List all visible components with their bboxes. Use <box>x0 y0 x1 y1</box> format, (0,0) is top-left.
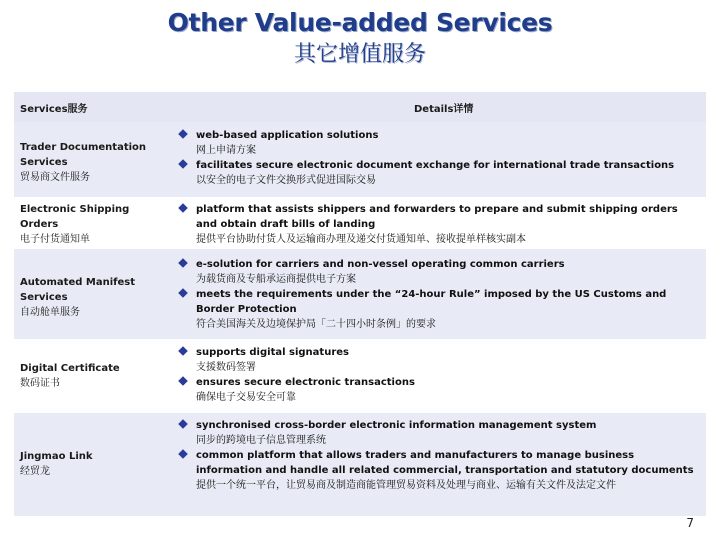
service-name-zh: 数码证书 <box>20 378 60 389</box>
table-row <box>14 122 706 197</box>
services-table <box>14 92 706 516</box>
service-cell <box>20 275 170 320</box>
details-cell <box>170 345 700 405</box>
details-cell <box>170 257 700 332</box>
header-details: Details详情 <box>414 104 474 115</box>
detail-zh: 网上申请方案 <box>196 145 256 156</box>
diamond-bullet-icon <box>178 346 188 356</box>
title-chinese: 其它增值服务 <box>293 42 426 67</box>
detail-zh: 提供一个统一平台，让贸易商及制造商能管理贸易资料及处理与商业、运输有关文件及法定文件 <box>196 480 616 491</box>
detail-zh: 提供平台协助付货人及运输商办理及递交付货通知单、接收提单样核实副本 <box>196 234 526 245</box>
service-name-zh: 贸易商文件服务 <box>20 172 90 183</box>
detail-zh: 确保电子交易安全可靠 <box>196 392 296 403</box>
diamond-bullet-icon <box>178 376 188 386</box>
service-cell <box>20 449 170 479</box>
diamond-bullet-icon <box>178 419 188 429</box>
diamond-bullet-icon <box>178 258 188 268</box>
service-name-en: Jingmao Link <box>20 451 93 462</box>
table-row <box>14 339 706 413</box>
diamond-bullet-icon <box>178 288 188 298</box>
details-cell <box>170 202 700 247</box>
service-cell <box>20 202 170 247</box>
detail-en: common platform that allows traders and manufacturers to manage business information and handle all related commercial, transportation and statutory documents <box>196 450 694 476</box>
details-cell <box>170 128 700 188</box>
diamond-bullet-icon <box>178 203 188 213</box>
detail-item <box>170 418 700 448</box>
service-name-zh: 经贸龙 <box>20 466 50 477</box>
details-cell <box>170 418 700 493</box>
slide-title <box>0 6 720 69</box>
detail-en: platform that assists shippers and forwarders to prepare and submit shipping orders and obtain draft bills of landing <box>196 204 678 230</box>
detail-item <box>170 287 700 332</box>
service-name-zh: 自动舱单服务 <box>20 307 80 318</box>
table-row <box>14 413 706 516</box>
table-row <box>14 249 706 339</box>
page-number: 7 <box>686 516 694 530</box>
detail-zh: 支援数码签署 <box>196 362 256 373</box>
diamond-bullet-icon <box>178 129 188 139</box>
table-header <box>14 92 706 122</box>
detail-item <box>170 128 700 158</box>
detail-en: facilitates secure electronic document exchange for international trade transactions <box>196 160 675 171</box>
detail-item <box>170 448 700 493</box>
detail-item <box>170 345 700 375</box>
title-english: Other Value-added Services <box>167 8 553 37</box>
service-cell <box>20 361 170 391</box>
service-name-en: Digital Certificate <box>20 363 120 374</box>
detail-zh: 为载货商及专船承运商提供电子方案 <box>196 274 356 285</box>
detail-en: web-based application solutions <box>196 130 379 141</box>
detail-zh: 以安全的电子文件交换形式促进国际交易 <box>196 175 376 186</box>
service-name-en: Automated Manifest Services <box>20 277 135 303</box>
diamond-bullet-icon <box>178 159 188 169</box>
detail-en: supports digital signatures <box>196 347 349 358</box>
diamond-bullet-icon <box>178 449 188 459</box>
detail-en: ensures secure electronic transactions <box>196 377 415 388</box>
service-cell <box>20 140 170 185</box>
detail-en: meets the requirements under the “24-hour Rule” imposed by the US Customs and Border Protection <box>196 289 667 315</box>
service-name-en: Electronic Shipping Orders <box>20 204 130 230</box>
header-services: Services服务 <box>20 104 88 115</box>
service-name-zh: 电子付货通知单 <box>20 234 90 245</box>
detail-item <box>170 257 700 287</box>
detail-item <box>170 202 700 247</box>
detail-item <box>170 375 700 405</box>
service-name-en: Trader Documentation Services <box>20 142 147 168</box>
detail-en: e-solution for carriers and non-vessel operating common carriers <box>196 259 565 270</box>
detail-item <box>170 158 700 188</box>
detail-en: synchronised cross-border electronic information management system <box>196 420 597 431</box>
detail-zh: 同步的跨境电子信息管理系统 <box>196 435 326 446</box>
table-row <box>14 197 706 249</box>
detail-zh: 符合美国海关及边境保护局「二十四小时条例」的要求 <box>196 319 436 330</box>
